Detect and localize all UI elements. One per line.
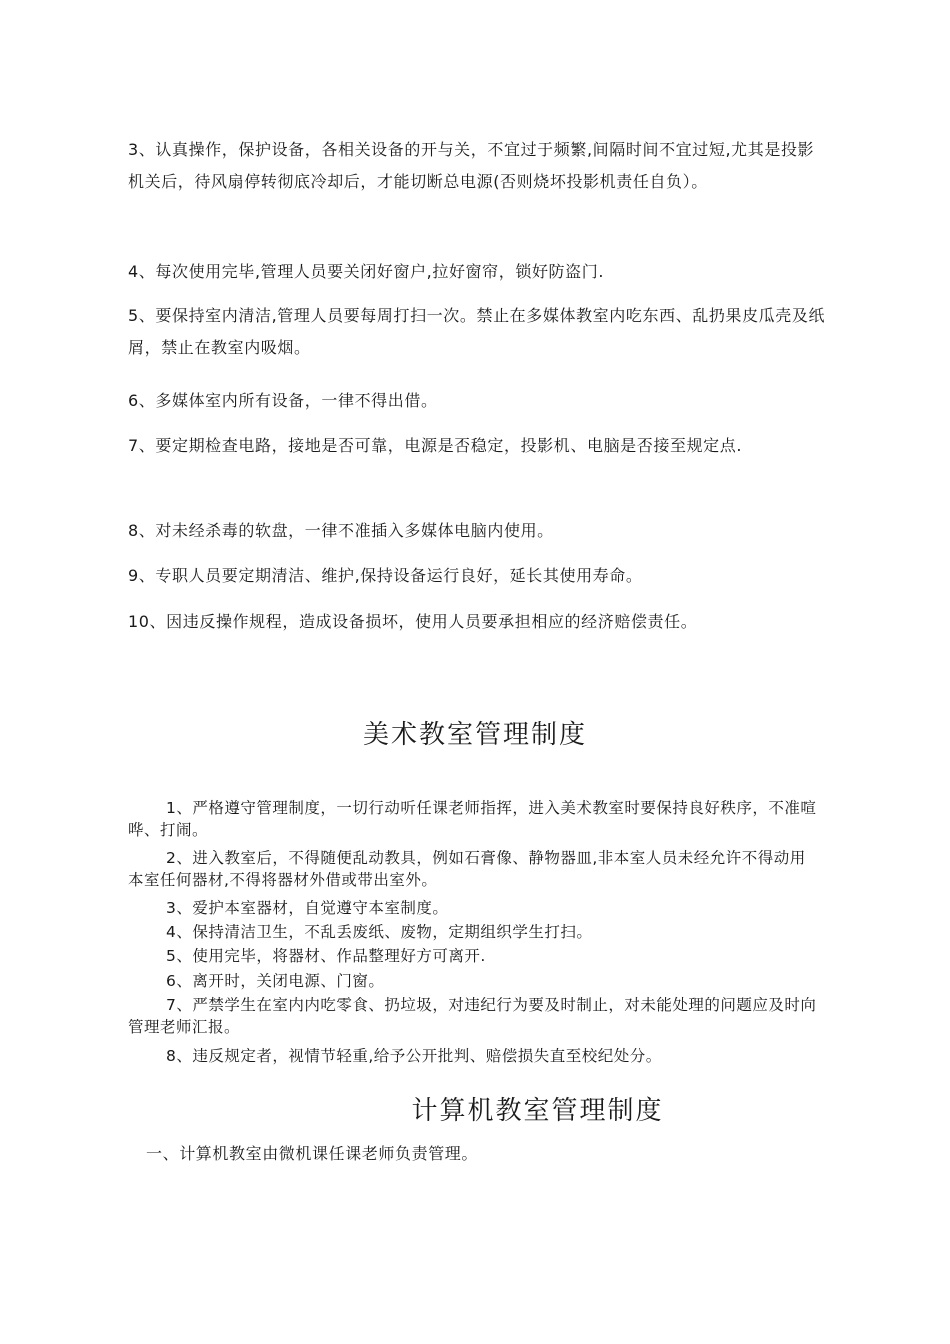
art-rule-4: 4、保持清洁卫生，不乱丢废纸、废物，定期组织学生打扫。 <box>166 923 593 941</box>
art-rule-6: 6、离开时，关闭电源、门窗。 <box>166 972 385 990</box>
computer-rule-1: 一、计算机教室由微机课任课老师负责管理。 <box>146 1144 479 1163</box>
art-rule-3: 3、爱护本室器材，自觉遵守本室制度。 <box>166 899 449 917</box>
rule-item-4: 4、每次使用完毕,管理人员要关闭好窗户,拉好窗帘，锁好防盗门. <box>128 262 605 281</box>
art-rule-1: 1、严格遵守管理制度，一切行动听任课老师指挥，进入美术教室时要保持良好秩序，不准喧哗、打闹。 <box>128 799 817 839</box>
rule-item-3: 3、认真操作，保护设备，各相关设备的开与关，不宜过于频繁,间隔时间不宜过短,尤其是投影机关后，待风扇停转彻底冷却后，才能切断总电源(否则烧坏投影机责任自负）。 <box>128 140 815 191</box>
art-rule-5: 5、使用完毕，将器材、作品整理好方可离开. <box>166 947 486 965</box>
art-room-title: 美术教室管理制度 <box>362 720 587 750</box>
rule-item-7: 7、要定期检查电路，接地是否可靠，电源是否稳定，投影机、电脑是否接至规定点. <box>128 436 743 455</box>
rule-item-5: 5、要保持室内清洁,管理人员要每周打扫一次。禁止在多媒体教室内吃东西、乱扔果皮瓜壳及纸屑，禁止在教室内吸烟。 <box>128 306 826 357</box>
art-rule-7: 7、严禁学生在室内内吃零食、扔垃圾，对违纪行为要及时制止，对未能处理的问题应及时向管理老师汇报。 <box>128 996 817 1036</box>
art-rule-8: 8、违反规定者，视情节轻重,给予公开批判、赔偿损失直至校纪处分。 <box>166 1047 662 1065</box>
computer-room-title: 计算机教室管理制度 <box>411 1096 664 1126</box>
art-rule-2: 2、进入教室后，不得随便乱动教具，例如石膏像、静物器皿,非本室人员未经允许不得动用本室任何器材,不得将器材外借或带出室外。 <box>128 849 806 889</box>
rule-item-6: 6、多媒体室内所有设备，一律不得出借。 <box>128 391 438 410</box>
rule-item-9: 9、专职人员要定期清洁、维护,保持设备运行良好，延长其使用寿命。 <box>128 566 643 585</box>
rule-item-10: 10、因违反操作规程，造成设备损坏，使用人员要承担相应的经济赔偿责任。 <box>128 612 698 631</box>
rule-item-8: 8、对未经杀毒的软盘，一律不准插入多媒体电脑内使用。 <box>128 521 554 540</box>
